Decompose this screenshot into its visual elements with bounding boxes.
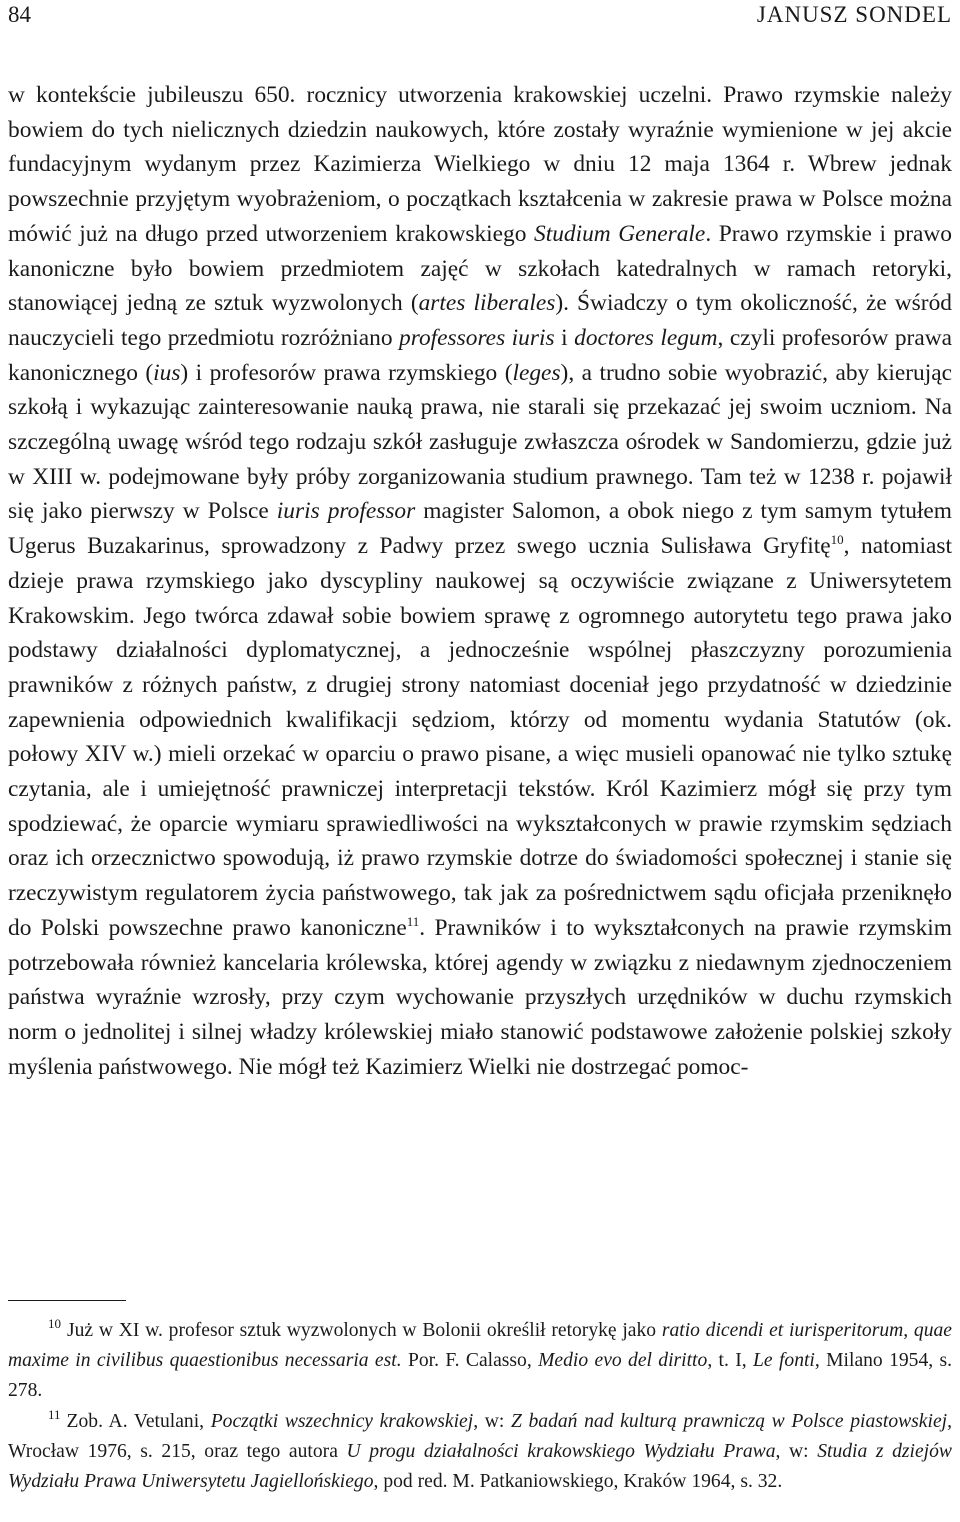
- body-text-run: i: [554, 324, 575, 351]
- body-text-run: ). Świadczy o tym okoliczność, że wśród nauczycieli tego przedmiotu rozróżniano: [8, 290, 952, 351]
- footnote-ref-11[interactable]: 11: [406, 914, 420, 930]
- footnote-text: , Milano 1954, s. 278.: [8, 1350, 953, 1402]
- italic-term: artes liberales: [418, 290, 556, 317]
- footnote-text: , Wrocław 1976, s. 215, oraz tego autora: [8, 1410, 952, 1462]
- footnote-ref-10[interactable]: 10: [830, 532, 844, 548]
- body-text-run: , natomiast dzieje prawa rzymskiego jako dyscypliny naukowej są oczywiście związane z Uniwersytetem Krakowskim. Jego twórca zdawał sobie bowiem sprawę z ogromnego autorytetu tego prawa jako podstawy działalności dyplomatycznej, a jednocześnie wspólnej płaszczyzny porozumienia prawników z różnych państw, z drugiej strony natomiast doceniał jego przydatność w dziedzinie zapewnienia odpowiednich kwalifikacji sędziom, którzy od momentu wydania Statutów (ok. połowy XIV w.) mieli orzekać w oparciu o prawo pisane, a więc musieli opanować nie tylko sztukę czytania, ale i umiejętność prawniczej interpretacji tekstów. Król Kazimierz mógł się przy tym spodziewać, że oparcie wymiaru sprawiedliwości na wykształconych w prawie rzymskim sędziach oraz ich orzecznictwo spowodują, iż prawo rzymskie dotrze do świadomości społecznej i stanie się rzeczywistym regulatorem życia państwowego, tak jak za pośrednictwem sądu oficjała przeniknęło do Polski powszechne prawo kanoniczne: [8, 533, 952, 941]
- italic-term: professores iuris: [399, 324, 555, 351]
- footnote-italic: Z badań nad kulturą prawniczą w Polsce piastowskiej: [510, 1410, 948, 1432]
- page-number: 84: [8, 2, 31, 27]
- footnote-text: Por. F. Calasso,: [401, 1350, 539, 1372]
- footnote-divider: [8, 1300, 126, 1301]
- body-text-run: ), a trudno sobie wyobrazić, aby kierując szkołą i wykazując zainteresowanie nauką prawa, nie starali się przekazać jej swoim uczniom. Na szczególną uwagę wśród tego rodzaju szkół zasługuje zwłaszcza ośrodek w Sandomierzu, gdzie już w XIII w. podejmowane były próby zorganizowania studium prawnego. Tam też w 1238 r. pojawił się jako pierwszy w Polsce: [8, 359, 952, 525]
- italic-term: iuris professor: [276, 498, 416, 525]
- italic-term: leges: [512, 359, 561, 386]
- footnote-italic: U progu działalności krakowskiego Wydziału Prawa: [346, 1440, 776, 1462]
- body-text-run: . Prawników i to wykształconych na prawie rzymskim potrzebowała również kancelaria królewska, której agendy w związku z niedawnym zjednoczeniem państwa wyraźnie wzrosły, przy czym wychowanie przyszłych urzędników w duchu rzymskich norm o jednolitej i silnej władzy królewskiej miało stanowić podstawowe założenie polskiej szkoły myślenia państwowego. Nie mógł też Kazimierz Wielki nie dostrzegać pomoc-: [8, 914, 952, 1080]
- italic-term: ius: [153, 359, 181, 386]
- body-text-run: , czyli profesorów prawa kanonicznego (: [8, 324, 953, 386]
- footnote-text: , w:: [473, 1410, 511, 1432]
- footnote-text: Już w XI w. profesor sztuk wyzwolonych w Bolonii określił retorykę jako: [67, 1320, 662, 1341]
- italic-term: doctores legum: [574, 324, 718, 351]
- running-head: JANUSZ SONDEL: [756, 2, 952, 27]
- footnote-number: 10: [48, 1316, 61, 1332]
- footnote-italic: ratio dicendi et iurisperitorum, quae maxime in civilibus quaestionibus necessaria est.: [8, 1320, 952, 1372]
- footnote-italic: Studia z dziejów Wydziału Prawa Uniwersytetu Jagiellońskiego: [8, 1440, 952, 1493]
- footnote-11: [8, 1407, 952, 1498]
- footnote-italic: Medio evo del diritto: [538, 1350, 708, 1372]
- body-text-run: w kontekście jubileuszu 650. rocznicy utworzenia krakowskiej uczelni. Prawo rzymskie należy bowiem do tych nielicznych dziedzin naukowych, które zostały wyraźnie wymienione w jej akcie fundacyjnym wydanym przez Kazimierza Wielkiego w dniu 12 maja 1364 r. Wbrew jednak powszechnie przyjętym wyobrażeniom, o początkach kształcenia w zakresie prawa w Polsce można mówić już na długo przed utworzeniem krakowskiego: [8, 82, 952, 247]
- body-text-run: . Prawo rzymskie i prawo kanoniczne było bowiem przedmiotem zajęć w szkołach katedralnych w ramach retoryki, stanowiącej jedną ze sztuk wyzwolonych (: [8, 220, 952, 317]
- body-text-run: magister Salomon, a obok niego z tym samym tytułem Ugerus Buzakarinus, sprowadzony z Padwy przez swego ucznia Sulisława Gryfitę: [8, 498, 952, 560]
- footnote-text: , pod red. M. Patkaniowskiego, Kraków 1964, s. 32.: [373, 1471, 783, 1493]
- footnote-number: 11: [48, 1407, 61, 1423]
- footnote-text: , w:: [775, 1440, 818, 1462]
- body-paragraph: [8, 78, 952, 1084]
- body-text-run: ) i profesorów prawa rzymskiego (: [180, 359, 513, 386]
- footnote-text: Zob. A. Vetulani,: [66, 1410, 211, 1432]
- italic-term: Studium Generale: [534, 220, 706, 247]
- footnote-10: [8, 1316, 952, 1407]
- footnotes-section: [8, 1316, 952, 1497]
- footnote-italic: Le fonti: [753, 1350, 815, 1372]
- footnote-text: , t. I,: [707, 1350, 754, 1372]
- page-header: [8, 0, 952, 30]
- footnote-italic: Początki wszechnicy krakowskiej: [210, 1410, 474, 1432]
